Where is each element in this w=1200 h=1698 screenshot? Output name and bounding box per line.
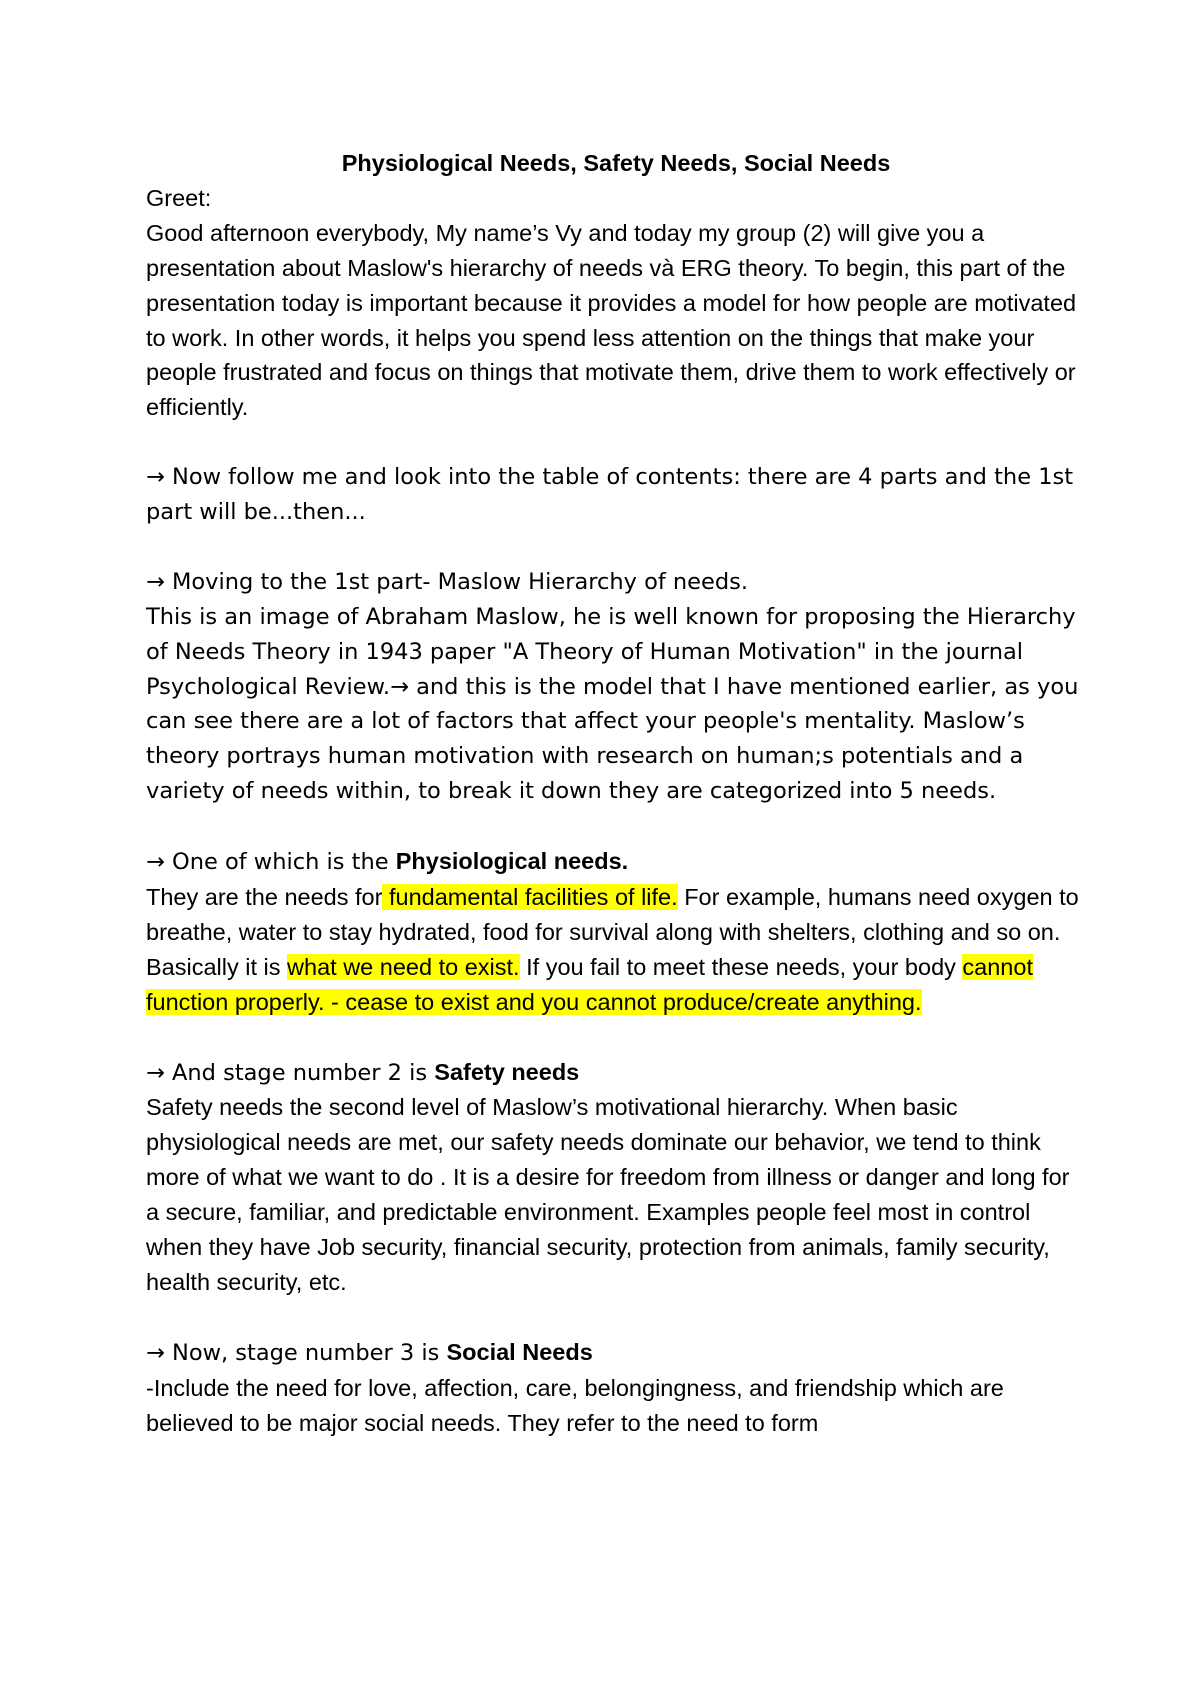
paragraph-gap	[146, 530, 1086, 565]
toc-paragraph: → Now follow me and look into the table of contents: there are 4 parts and the 1st part will be...then...	[146, 464, 1074, 526]
highlight-need-to-exist: what we need to exist.	[287, 953, 520, 980]
safety-paragraph: Safety needs the second level of Maslow’s motivational hierarchy. When basic physiological needs are met, our safety needs dominate our behavior, we tend to think more of what we want to do . It is a desire for freedom from illness or danger and long for a secure, familiar, and predictable environment. Examples people feel most in control when they have Job security, financial security, protection from animals, family security, health security, etc.	[146, 1094, 1070, 1295]
part1-heading: → Moving to the 1st part- Maslow Hierarchy of needs.	[146, 568, 749, 595]
social-heading	[146, 1335, 1086, 1371]
heading-prefix: → And stage number 2 is	[146, 1059, 435, 1086]
paragraph-gap	[146, 1300, 1086, 1335]
paragraph-gap	[146, 809, 1086, 844]
highlight-cannot-function: cannot function properly. - cease to exist and you cannot produce/create anything.	[146, 953, 1033, 1015]
paragraph-gap	[146, 425, 1086, 460]
physiological-heading	[146, 844, 1086, 880]
physiological-paragraph	[146, 880, 1086, 1020]
physio-text-1: They are the needs for	[146, 883, 383, 910]
safety-needs-label: Safety needs	[434, 1058, 580, 1085]
physio-text-3: If you fail to meet these needs, your body	[519, 953, 963, 980]
safety-heading	[146, 1055, 1086, 1091]
paragraph-gap	[146, 1020, 1086, 1055]
intro-paragraph: Good afternoon everybody, My name’s Vy and today my group (2) will give you a presentation about Maslow's hierarchy of needs và ERG theory. To begin, this part of the presentation today is important because it provides a model for how people are motivated to work. In other words, it helps you spend less attention on the things that make your people frustrated and focus on things that motivate them, drive them to work effectively or efficiently.	[146, 219, 1077, 421]
part1-paragraph: This is an image of Abraham Maslow, he is well known for proposing the Hierarchy of Needs Theory in 1943 paper "A Theory of Human Motivation" in the journal Psychological Review.→ and this is the model that I have mentioned earlier, as you can see there are a lot of factors that affect your people's mentality. Maslow’s theory portrays human motivation with research on human;s potentials and a variety of needs within, to break it down they are categorized into 5 needs.	[146, 603, 1079, 805]
physiological-needs-label: Physiological needs.	[395, 848, 629, 875]
heading-prefix: → One of which is the	[146, 849, 396, 876]
social-paragraph: -Include the need for love, affection, care, belongingness, and friendship which are believed to be major social needs. They refer to the need to form	[146, 1374, 1004, 1436]
heading-prefix: → Now, stage number 3 is	[146, 1339, 447, 1366]
highlight-fundamental-facilities: fundamental facilities of life.	[382, 883, 678, 910]
physio-text-2: For example, humans need oxygen to breathe, water to stay hydrated, food for survival along with shelters, clothing and so on. Basically it is	[146, 883, 1079, 980]
social-needs-label: Social Needs	[446, 1338, 593, 1365]
greet-label: Greet:	[146, 184, 212, 211]
document-title: Physiological Needs, Safety Needs, Social Needs	[341, 150, 891, 176]
document-body	[146, 146, 1086, 1440]
